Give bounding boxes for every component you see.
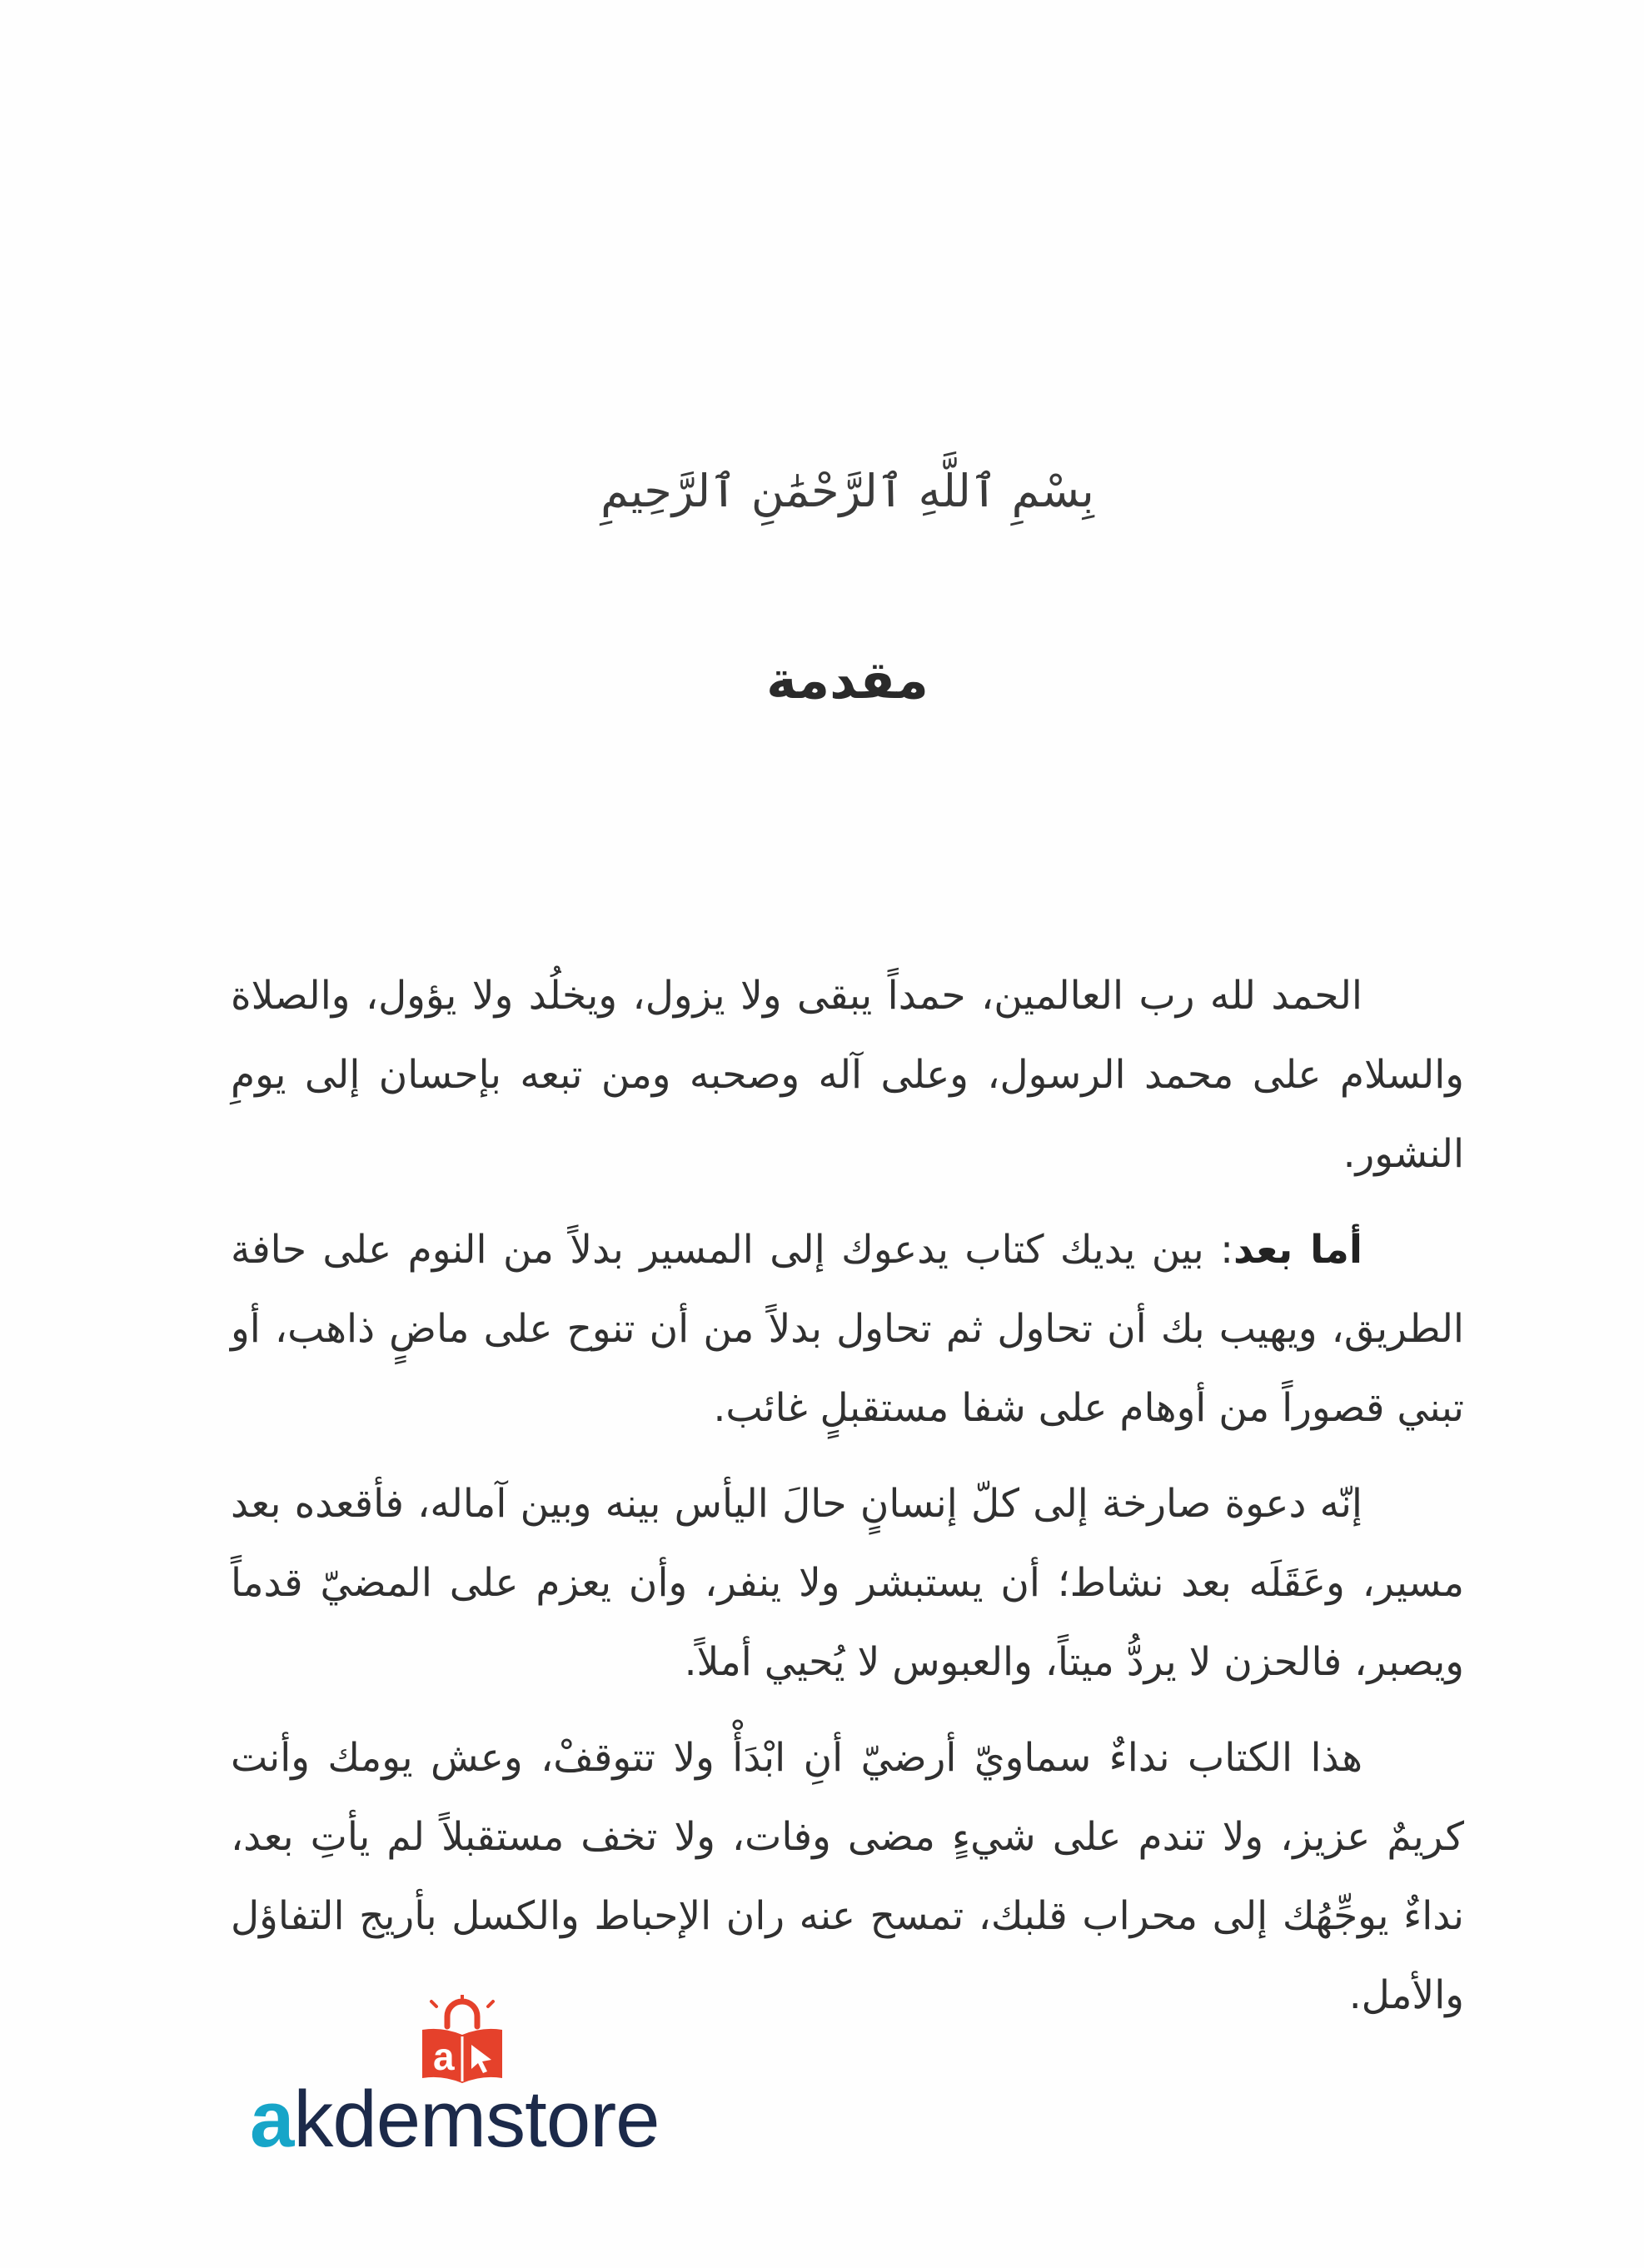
- book-bag-icon: [418, 1995, 506, 2085]
- paragraph-text: إنّه دعوة صارخة إلى كلّ إنسانٍ حالَ اليأس بينه وبين آماله، فأقعده بعد مسير، وعَقَلَه بعد نشاط؛ أن يستبشر ولا ينفر، وأن يعزم على المضيّ قدماً ويصبر، فالحزن لا يردُّ ميتاً، والعبوس لا يُحيي أملاً.: [231, 1481, 1464, 1685]
- logo-icon-letter: a: [433, 2035, 455, 2078]
- paragraph-text: : بين يديك كتاب يدعوك إلى المسير بدلاً من النوم على حافة الطريق، ويهيب بك أن تحاول ثم تحاول بدلاً من أن تنوح على ماضٍ ذاهب، أو تبني قصوراً من أوهام على شفا مستقبلٍ غائب.: [231, 1227, 1464, 1431]
- paragraph-text: الحمد لله رب العالمين، حمداً يبقى ولا يزول، ويخلُد ولا يؤول، والصلاة والسلام على محمد الرسول، وعلى آله وصحبه ومن تبعه بإحسان إلى يومِ النشور.: [231, 973, 1464, 1177]
- paragraph-3: [231, 1464, 1464, 1702]
- paragraph-4: [231, 1718, 1464, 2035]
- paragraph-lead: أما بعد: [1233, 1227, 1363, 1273]
- paragraph-2: [231, 1210, 1464, 1448]
- basmala-heading: بِسْمِ ٱللَّهِ ٱلرَّحْمَٰنِ ٱلرَّحِيمِ: [600, 465, 1094, 517]
- paragraph-text: هذا الكتاب نداءٌ سماويّ أرضيّ أنِ ابْدَأْ ولا تتوقفْ، وعش يومك وأنت كريمٌ عزيز، ولا تندم على شيءٍ مضى وفات، ولا تخف مستقبلاً لم يأتِ بعد، نداءٌ يوجِّهُك إلى محراب قلبك، تمسح عنه ران الإحباط والكسل بأريج التفاؤل والأمل.: [231, 1735, 1464, 2018]
- paragraph-1: [231, 956, 1464, 1194]
- watermark-logo: [250, 1995, 700, 2170]
- chapter-title: مقدمة: [766, 650, 929, 710]
- introduction-body: [231, 956, 1464, 2051]
- watermark-text: akdemstore: [250, 2075, 660, 2164]
